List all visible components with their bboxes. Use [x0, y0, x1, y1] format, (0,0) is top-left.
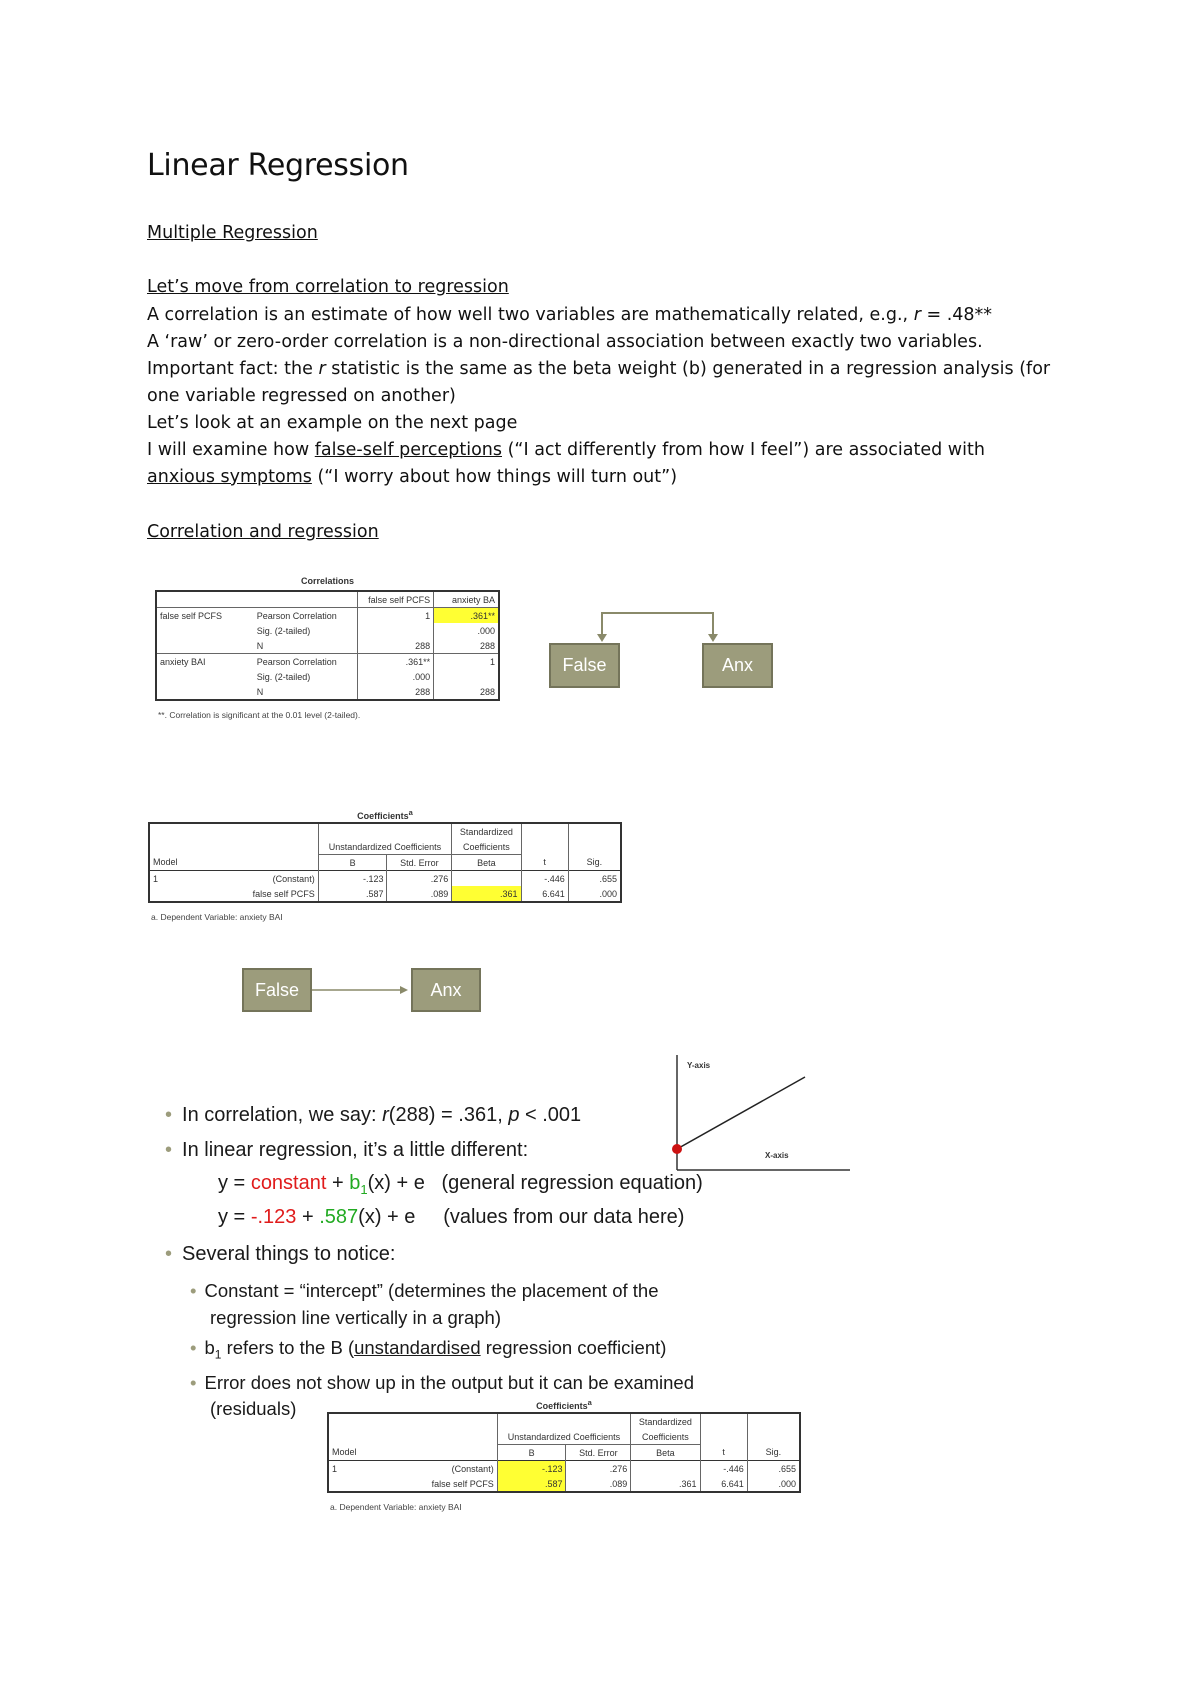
line-4: one variable regressed on another)	[147, 386, 456, 406]
table-row	[156, 591, 499, 608]
arrowhead	[597, 634, 607, 642]
anx-box: Anx	[702, 643, 773, 688]
bidirectional-connector	[602, 613, 713, 636]
table-row: Unstandardized Coefficients Coefficients	[328, 1429, 800, 1445]
regression-graph	[665, 1050, 855, 1175]
page-title: Linear Regression	[147, 148, 409, 183]
arrowhead	[400, 986, 408, 994]
regression-arrow	[312, 980, 412, 1000]
bullet-dot: •	[190, 1280, 197, 1301]
line-1: A correlation is an estimate of how well two variables are mathematically related, e.g., r = .48**	[147, 305, 993, 325]
anx-box-regression: Anx	[411, 968, 481, 1012]
table-row: Unstandardized Coefficients Coefficients	[149, 839, 621, 855]
bullet-dot: •	[165, 1139, 173, 1161]
sub-bullet-error: • Error does not show up in the output but it can be examined (residuals)	[190, 1372, 695, 1419]
coefficients-caption: Coefficients$^a$	[357, 808, 413, 821]
highlighted-beta: .361	[452, 886, 521, 902]
col-header-false-self: false self PCFS	[358, 591, 434, 608]
y-axis-label: Y-axis	[687, 1061, 711, 1070]
col-header-anxiety: anxiety BA	[434, 591, 499, 608]
line-5: Let’s look at an example on the next page	[147, 413, 518, 433]
data-equation: y = -.123 + .587(x) + e (values from our data here)	[218, 1206, 685, 1228]
section-heading-correlation-and-regression: Correlation and regression	[147, 522, 379, 542]
line-3: Important fact: the r statistic is the same as the beta weight (b) generated in a regression analysis (for	[147, 359, 1051, 379]
table-row: 1 (Constant) -.123 .276 -.446 .655	[328, 1461, 800, 1477]
table-row: false self PCFS .587 .089 .361 6.641 .000	[149, 886, 621, 902]
line-2: A ‘raw’ or zero-order correlation is a non-directional association between exactly two variables.	[147, 332, 983, 352]
coefficients-note-2: a. Dependent Variable: anxiety BAI	[330, 1502, 462, 1512]
intercept-point	[672, 1144, 682, 1154]
bullet-dot: •	[165, 1104, 173, 1126]
coefficients-table-2	[327, 1412, 801, 1493]
highlighted-b: .587	[497, 1476, 566, 1492]
table-row: N 288 288	[156, 684, 499, 700]
false-box-regression: False	[242, 968, 312, 1012]
table-row: Model B Std. Error Beta t Sig.	[149, 855, 621, 871]
line-6: I will examine how false-self perceptions (“I act differently from how I feel”) are associated with	[147, 440, 985, 460]
highlighted-constant: -.123	[497, 1461, 566, 1477]
general-equation: y = constant + $b_1(x) + e$ (general regression equation)	[218, 1172, 703, 1197]
table-row: Sig. (2-tailed) .000	[156, 669, 499, 684]
sub-bullet-b1: • $b_1$ refers to the B (unstandardised regression coefficient)	[190, 1337, 667, 1362]
bullet-dot: •	[190, 1372, 197, 1393]
correlations-caption: Correlations	[300, 576, 354, 586]
table-row: Standardized	[149, 823, 621, 839]
correlations-table	[155, 590, 500, 701]
coefficients-caption-2: Coefficients$^a$	[536, 1398, 592, 1411]
table-row: Standardized	[328, 1413, 800, 1429]
section-heading-multiple-regression: Multiple Regression	[147, 223, 318, 243]
table-row: Model B Std. Error Beta t Sig.	[328, 1445, 800, 1461]
highlighted-correlation: .361**	[434, 608, 499, 624]
false-box: False	[549, 643, 620, 688]
bullet-several-things: • Several things to notice:	[165, 1243, 396, 1265]
table-row: anxiety BAI Pearson Correlation .361** 1	[156, 654, 499, 670]
x-axis-label: X-axis	[765, 1151, 789, 1160]
table-row: N 288 288	[156, 638, 499, 654]
bullet-dot: •	[165, 1243, 173, 1265]
intro-paragraph	[147, 302, 1077, 491]
table-row: 1 (Constant) -.123 .276 -.446 .655	[149, 871, 621, 887]
line-7: anxious symptoms (“I worry about how things will turn out”)	[147, 467, 678, 487]
arrowhead	[708, 634, 718, 642]
table-row: false self PCFS Pearson Correlation 1 .361**	[156, 608, 499, 624]
table-row: false self PCFS .587 .089 .361 6.641 .000	[328, 1476, 800, 1492]
bullet-dot: •	[190, 1337, 197, 1358]
sub-bullet-constant: • Constant = “intercept” (determines the placement of the regression line vertically in a graph)	[190, 1280, 659, 1328]
coefficients-table-1	[148, 822, 622, 903]
subheading-correlation-to-regression: Let’s move from correlation to regression	[147, 277, 509, 297]
table-row: Sig. (2-tailed) .000	[156, 623, 499, 638]
bullet-correlation: • In correlation, we say: r(288) = .361, p < .001	[165, 1104, 582, 1126]
coefficients-note-1: a. Dependent Variable: anxiety BAI	[151, 912, 283, 922]
correlations-note: **. Correlation is significant at the 0.01 level (2-tailed).	[158, 710, 361, 720]
regression-line	[677, 1077, 805, 1149]
bullet-linear-regression: • In linear regression, it’s a little different:	[165, 1139, 529, 1161]
